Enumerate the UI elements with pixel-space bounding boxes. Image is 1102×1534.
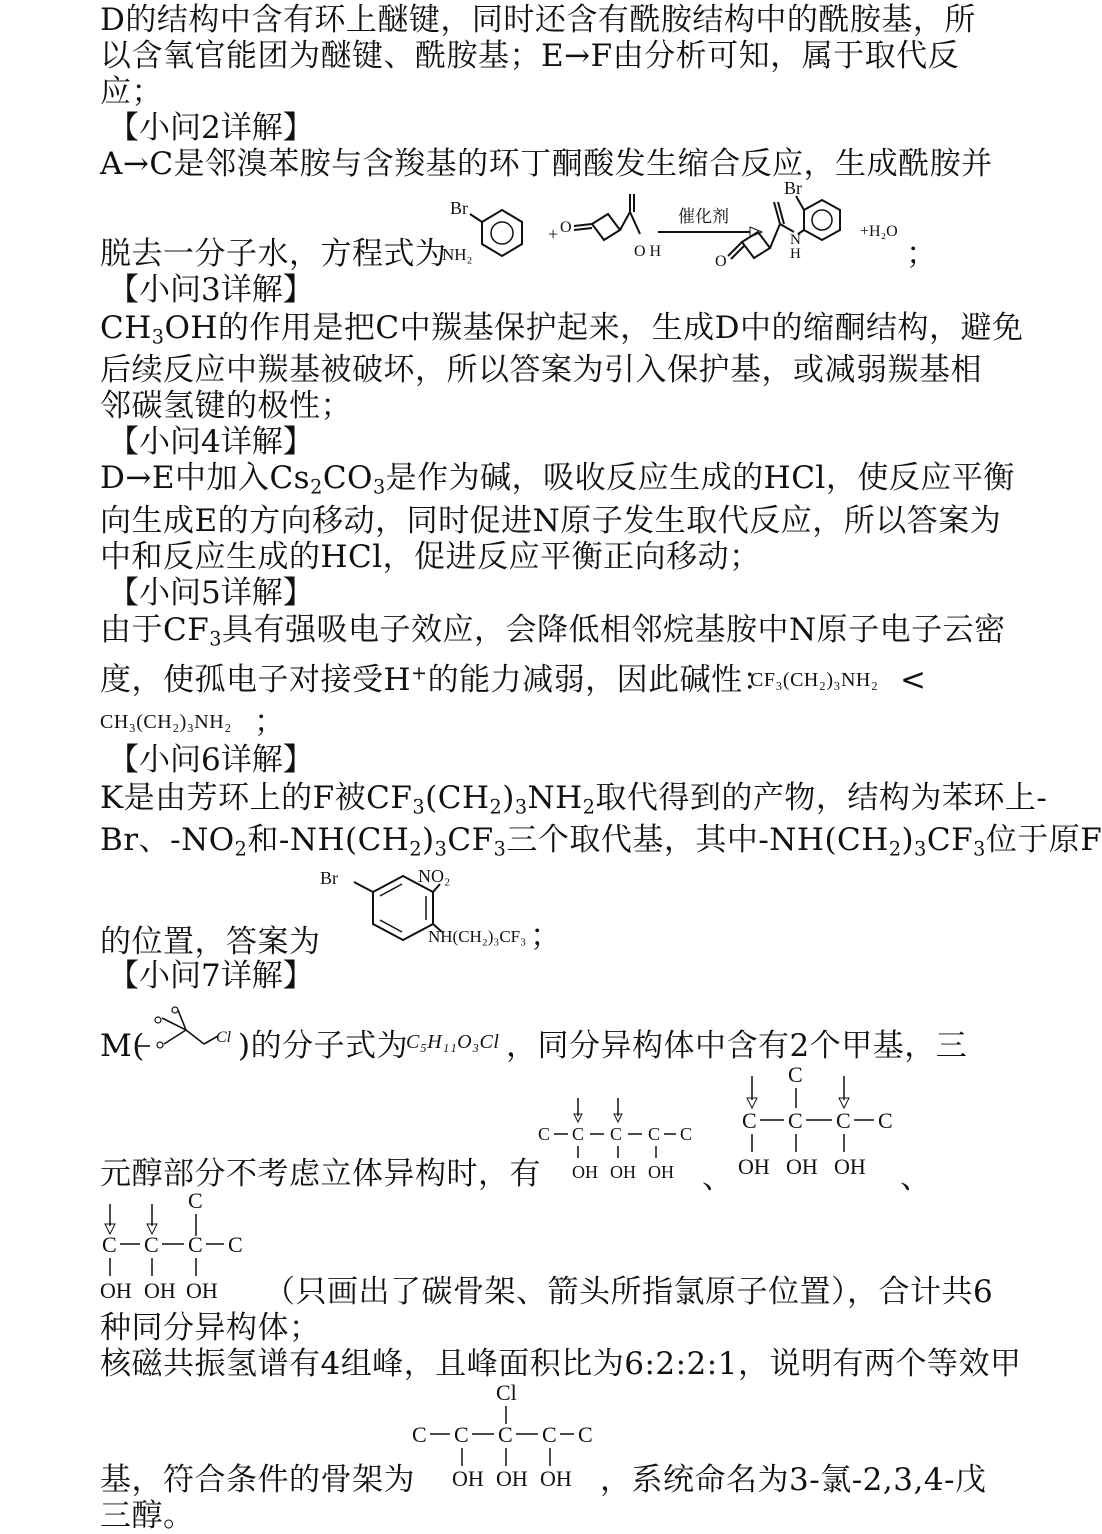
- k-no2: NO₂: [418, 866, 451, 886]
- text-line: 由于$CF_3$具有强吸电子效应，会降低相邻烷基胺中N原子电子云密: [100, 612, 1006, 651]
- sk3-c2: C: [144, 1232, 159, 1257]
- punctuation: ；: [254, 704, 286, 740]
- text-line: )的分子式为: [238, 1028, 409, 1064]
- sk2-c3: C: [836, 1108, 851, 1133]
- text-line: 种同分异构体；: [100, 1310, 321, 1346]
- text-line: Br、$-NO_2$和$-NH(CH_2)_3CF_3$三个取代基，其中$-NH(CH_2)_3CF_3$位于原F: [100, 822, 1102, 861]
- section-heading: 【小问3详解】: [108, 272, 314, 308]
- text-line: 基，符合条件的骨架为: [100, 1462, 415, 1498]
- formula: C₅H₁₁O₃Cl: [406, 1031, 500, 1053]
- text-line: D→E中加入$Cs_2CO_3$是作为碱，吸收反应生成的HCl，使反应平衡: [100, 460, 1015, 499]
- less-than: <: [900, 662, 927, 698]
- k-side: NH(CH₂)₃CF₃: [428, 927, 527, 946]
- skeleton-1: [538, 1096, 698, 1186]
- text-line: 核磁共振氢谱有4组峰，且峰面积比为6:2:2:1，说明有两个等效甲: [100, 1346, 1022, 1382]
- text-line: 应；: [100, 74, 163, 110]
- eq-o2: O: [715, 253, 727, 270]
- sk1-oh3: OH: [648, 1162, 674, 1182]
- sk4-c5: C: [578, 1422, 593, 1447]
- sk4-oh1: OH: [452, 1466, 484, 1491]
- sk1-oh1: OH: [572, 1162, 598, 1182]
- sk2-oh1: OH: [738, 1154, 770, 1179]
- sk2-c1: C: [742, 1108, 757, 1133]
- section-heading: 【小问6详解】: [108, 742, 314, 778]
- sk3-oh3: OH: [186, 1278, 218, 1303]
- section-heading: 【小问4详解】: [108, 424, 314, 460]
- punctuation: ；: [906, 236, 938, 272]
- text-line: 的位置，答案为: [100, 924, 321, 960]
- sk4-c3: C: [498, 1422, 513, 1447]
- section-heading: 【小问7详解】: [108, 958, 314, 994]
- eq-h: H: [790, 246, 801, 262]
- text-line: ，同分异构体中含有2个甲基，三: [506, 1028, 968, 1064]
- sk1-c5: C: [680, 1124, 693, 1144]
- text-line: 元醇部分不考虑立体异构时，有: [100, 1156, 541, 1192]
- sk2-oh3: OH: [834, 1154, 866, 1179]
- eq-br: Br: [450, 198, 468, 218]
- m-structure: [134, 1000, 244, 1060]
- separator: 、: [702, 1160, 734, 1196]
- sk4-c1: C: [412, 1422, 427, 1447]
- text-line: （只画出了碳骨架、箭头所指氯原子位置），合计共6: [264, 1274, 994, 1310]
- eq-oh: O H: [634, 243, 662, 260]
- sk1-c3: C: [610, 1124, 623, 1144]
- eq-nh2: NH₂: [442, 245, 473, 264]
- sk1-oh2: OH: [610, 1162, 636, 1182]
- text-line: 向生成E的方向移动，同时促进N原子发生取代反应，所以答案为: [100, 503, 1002, 539]
- eq-plus1: +: [548, 224, 559, 244]
- eq-o: O: [560, 219, 572, 236]
- sk2-ctop: C: [788, 1062, 803, 1087]
- eq-n: N: [790, 232, 801, 248]
- sk2-oh2: OH: [786, 1154, 818, 1179]
- sk2-c4: C: [878, 1108, 893, 1133]
- text-line: 邻碳氢键的极性；: [100, 388, 352, 424]
- formula: CF₃(CH₂)₃NH₂: [750, 669, 879, 691]
- eq-water: +H₂O: [860, 223, 898, 240]
- sk4-c2: C: [454, 1422, 469, 1447]
- section-heading: 【小问5详解】: [108, 575, 314, 611]
- text-line: D的结构中含有环上醚键，同时还含有酰胺结构中的酰胺基，所: [100, 2, 976, 38]
- text-line: 脱去一分子水，方程式为: [100, 236, 447, 272]
- text-line: 中和反应生成的HCl，促进反应平衡正向移动；: [100, 539, 761, 575]
- sk3-oh1: OH: [100, 1278, 132, 1303]
- skeleton-3: [100, 1186, 260, 1306]
- sk3-ctop: C: [188, 1188, 203, 1213]
- k-br: Br: [320, 868, 338, 888]
- text-line: 后续反应中羰基被破坏，所以答案为引入保护基，或减弱羰基相: [100, 352, 982, 388]
- text-line: M(: [100, 1028, 145, 1064]
- sk1-c4: C: [648, 1124, 661, 1144]
- eq-br2: Br: [784, 178, 802, 198]
- sk2-c2: C: [788, 1108, 803, 1133]
- punctuation: ；: [530, 918, 562, 954]
- text-line: ，系统命名为3-氯-2,3,4-戊: [600, 1462, 987, 1498]
- sk1-c2: C: [572, 1124, 585, 1144]
- eq-catalyst: 催化剂: [678, 207, 729, 226]
- text-line: A→C是邻溴苯胺与含羧基的环丁酮酸发生缩合反应，生成酰胺并: [100, 146, 993, 182]
- skeleton-4: [410, 1378, 600, 1498]
- sk4-cl: Cl: [496, 1380, 517, 1405]
- sk3-c3: C: [188, 1232, 203, 1257]
- sk1-c1: C: [538, 1124, 551, 1144]
- text-line: 度，使孤电子对接受H+的能力减弱，因此碱性：: [100, 661, 775, 698]
- sk3-oh2: OH: [144, 1278, 176, 1303]
- text-line: $CH_3OH$的作用是把C中羰基保护起来，生成D中的缩酮结构，避免: [100, 310, 1024, 349]
- separator: 、: [900, 1160, 932, 1196]
- section-heading: 【小问2详解】: [108, 110, 314, 146]
- m-cl: Cl: [216, 1029, 232, 1046]
- sk4-oh2: OH: [496, 1466, 528, 1491]
- k-structure: [318, 862, 548, 962]
- reaction-equation: [440, 180, 910, 270]
- text-line: 以含氧官能团为醚键、酰胺基；E→F由分析可知，属于取代反: [100, 38, 960, 74]
- skeleton-2: [738, 1060, 908, 1180]
- sk4-c4: C: [542, 1422, 557, 1447]
- sk3-c1: C: [102, 1232, 117, 1257]
- sk3-c4: C: [228, 1232, 243, 1257]
- formula: CH₃(CH₂)₃NH₂: [100, 711, 232, 733]
- sk4-oh3: OH: [540, 1466, 572, 1491]
- text-line: 三醇。: [100, 1498, 195, 1534]
- text-line: K是由芳环上的F被$CF_3(CH_2)_3NH_2$取代得到的产物，结构为苯环上-: [100, 780, 1048, 819]
